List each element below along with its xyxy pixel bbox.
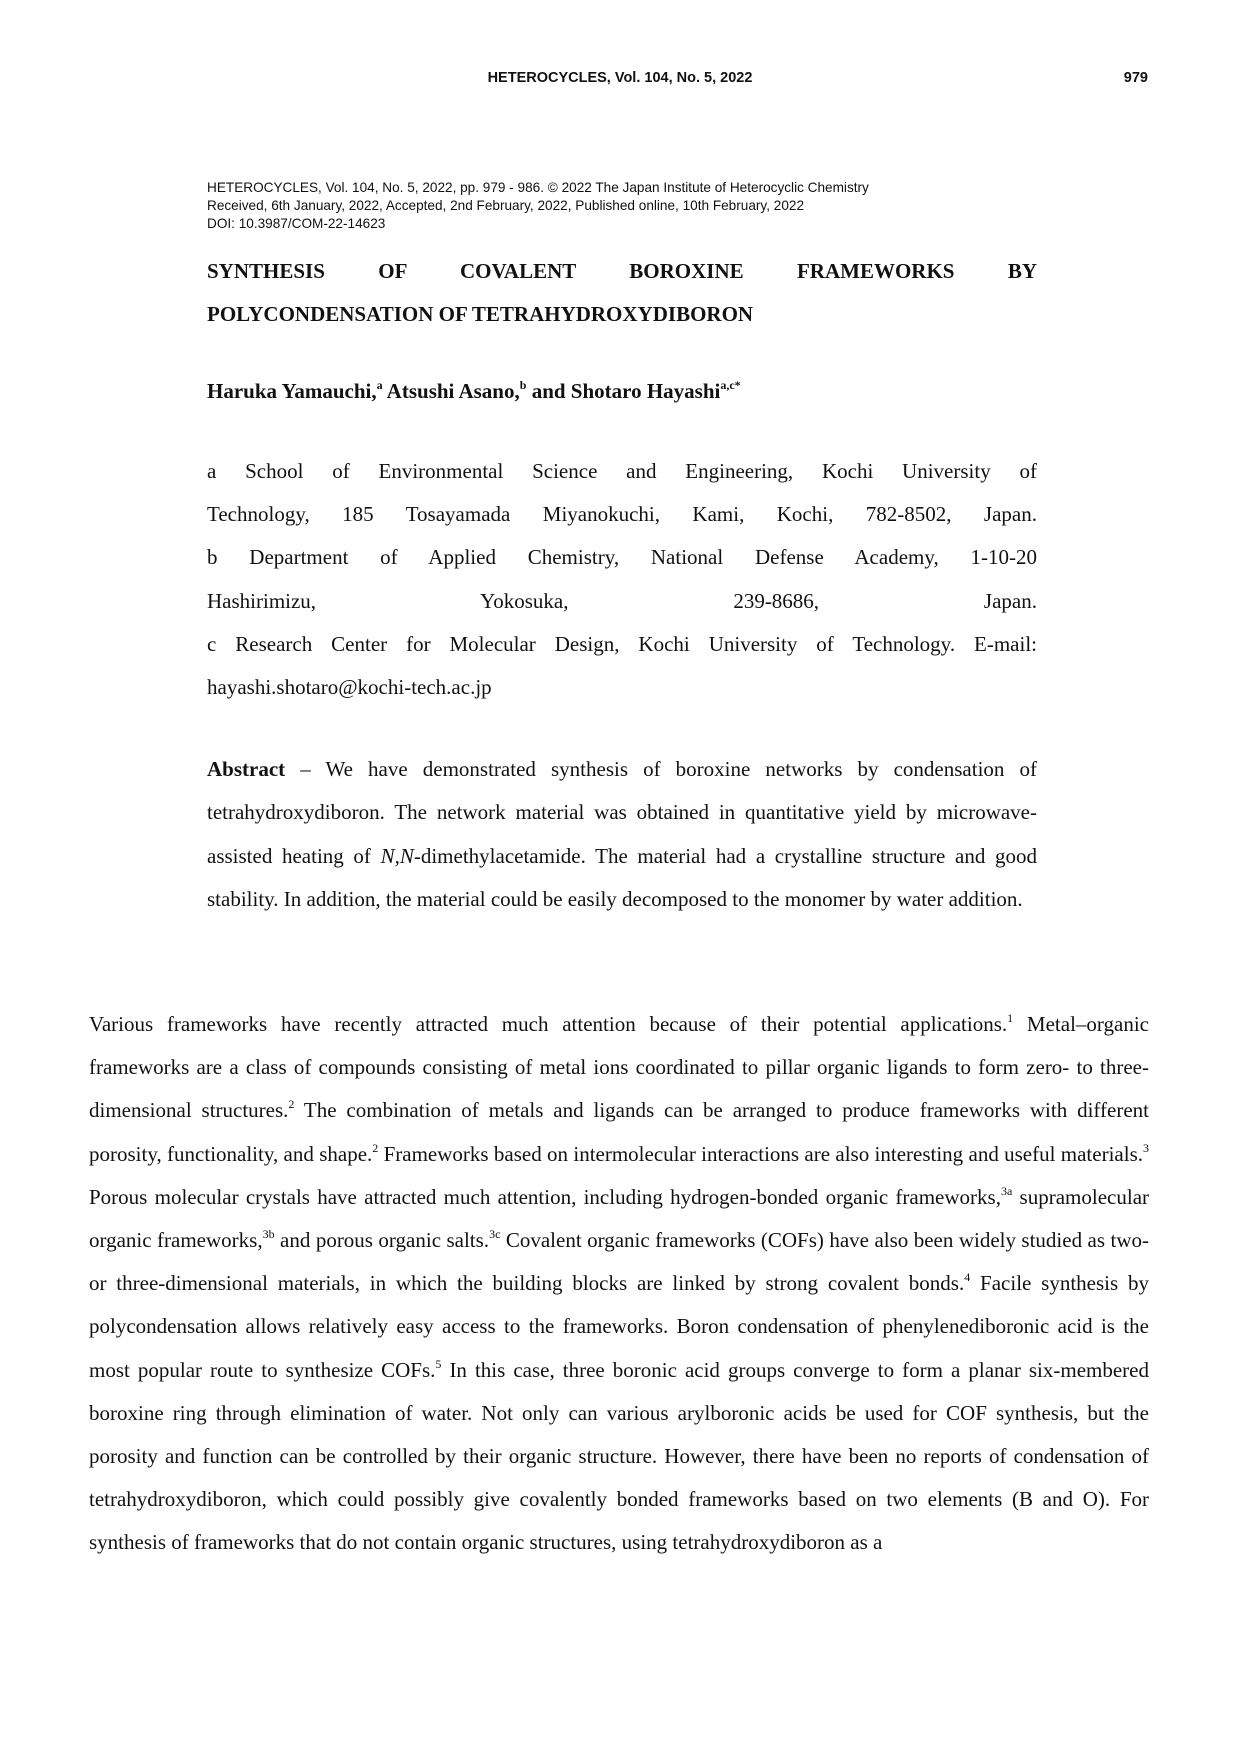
- doi-line: DOI: 10.3987/COM-22-14623: [207, 216, 386, 231]
- abstract-label: Abstract: [207, 757, 286, 781]
- body-text: Facile synthesis by polycondensation allows relatively easy access to the frameworks. Boron condensation of phenylenediboronic acid is the most popular route to synthesize COFs.: [89, 1271, 1149, 1382]
- body-text: and porous organic salts.: [274, 1228, 490, 1253]
- author-name: and Shotaro Hayashi: [526, 379, 721, 403]
- abstract: [207, 748, 1037, 922]
- article-title: [207, 250, 1037, 336]
- author-name: Atsushi Asano,: [382, 379, 520, 403]
- body-text: Frameworks based on intermolecular interactions are also interesting and useful materials.: [378, 1141, 1143, 1166]
- title-line-2: POLYCONDENSATION OF TETRAHYDROXYDIBORON: [207, 302, 754, 326]
- author-list: [207, 376, 1037, 406]
- title-line-1: SYNTHESIS OF COVALENT BOROXINE FRAMEWORKS BY: [207, 259, 1037, 283]
- citation-ref[interactable]: 5: [435, 1356, 442, 1371]
- dates-line: Received, 6th January, 2022, Accepted, 2nd February, 2022, Published online, 10th February, 2022: [207, 198, 805, 213]
- body-text: supramolecular organic frameworks,: [89, 1184, 1150, 1253]
- article-meta: [207, 179, 1037, 233]
- citation-ref[interactable]: 1: [1007, 1011, 1014, 1025]
- author-affiliation-mark: a: [376, 378, 383, 392]
- journal-header: HETEROCYCLES, Vol. 104, No. 5, 2022: [487, 70, 753, 86]
- citation-line: HETEROCYCLES, Vol. 104, No. 5, 2022, pp. 979 - 986. © 2022 The Japan Institute of Heterocyclic Chemistry: [207, 180, 869, 195]
- citation-ref[interactable]: 2: [372, 1140, 379, 1155]
- affiliations: [207, 450, 1037, 709]
- page-number: 979: [1123, 70, 1148, 86]
- citation-ref[interactable]: 3c: [489, 1227, 501, 1242]
- citation-ref[interactable]: 2: [288, 1097, 295, 1112]
- affiliation-line: c Research Center for Molecular Design, Kochi University of Technology. E-mail:: [207, 631, 1037, 656]
- body-text: In this case, three boronic acid groups converge to form a planar six-membered boroxine ring through elimination of water. Not only can various arylboronic acids be used for COF synthesis, but the porosity and function can be controlled by their organic structure. However, there have been no reports of condensation of tetrahydroxydiboron, which could possibly give covalently bonded frameworks based on two elements (B and O). For synthesis of frameworks that do not contain organic structures, using tetrahydroxydiboron as a: [89, 1357, 1149, 1555]
- affiliation-line: a School of Environmental Science and Engineering, Kochi University of: [207, 459, 1037, 483]
- abstract-text: -dimethylacetamide. The material had a crystalline structure and good stability. In addition, the material could be easily decomposed to the monomer by water addition.: [207, 843, 1037, 912]
- citation-ref[interactable]: 4: [964, 1270, 971, 1285]
- citation-ref[interactable]: 3b: [262, 1227, 275, 1242]
- author-name: Haruka Yamauchi,: [207, 379, 377, 403]
- citation-ref[interactable]: 3: [1143, 1140, 1149, 1155]
- affiliation-email[interactable]: hayashi.shotaro@kochi-tech.ac.jp: [207, 675, 492, 700]
- body-text: Porous molecular crystals have attracted much attention, including hydrogen-bonded organic frameworks,: [89, 1184, 1001, 1209]
- abstract-text: – We have demonstrated synthesis of boroxine networks by condensation of tetrahydroxydiboron. The network material was obtained in quantitative yield by microwave-assisted heating of: [207, 757, 1037, 868]
- abstract-italic-term: N,N: [380, 843, 414, 868]
- body-text: Various frameworks have recently attracted much attention because of their potential applications.: [89, 1012, 1008, 1036]
- affiliation-line: Hashirimizu, Yokosuka, 239-8686, Japan.: [207, 588, 1037, 613]
- author-affiliation-mark: b: [519, 378, 527, 392]
- body-text: The combination of metals and ligands can be arranged to produce frameworks with different porosity, functionality, and shape.: [89, 1098, 1150, 1166]
- author-affiliation-mark: a,c*: [720, 378, 741, 392]
- affiliation-line: b Department of Applied Chemistry, National Defense Academy, 1-10-20: [207, 545, 1037, 570]
- body-paragraph: [89, 1003, 1149, 1565]
- body-text: Covalent organic frameworks (COFs) have also been widely studied as two- or three-dimensional materials, in which the building blocks are linked by strong covalent bonds.: [89, 1228, 1149, 1296]
- running-header: [0, 70, 1240, 92]
- affiliation-line: Technology, 185 Tosayamada Miyanokuchi, Kami, Kochi, 782-8502, Japan.: [207, 502, 1037, 527]
- body-text: Metal–organic frameworks are a class of compounds consisting of metal ions coordinated to pillar organic ligands to form zero- to three-dimensional structures.: [89, 1012, 1149, 1123]
- citation-ref[interactable]: 3a: [1000, 1183, 1013, 1198]
